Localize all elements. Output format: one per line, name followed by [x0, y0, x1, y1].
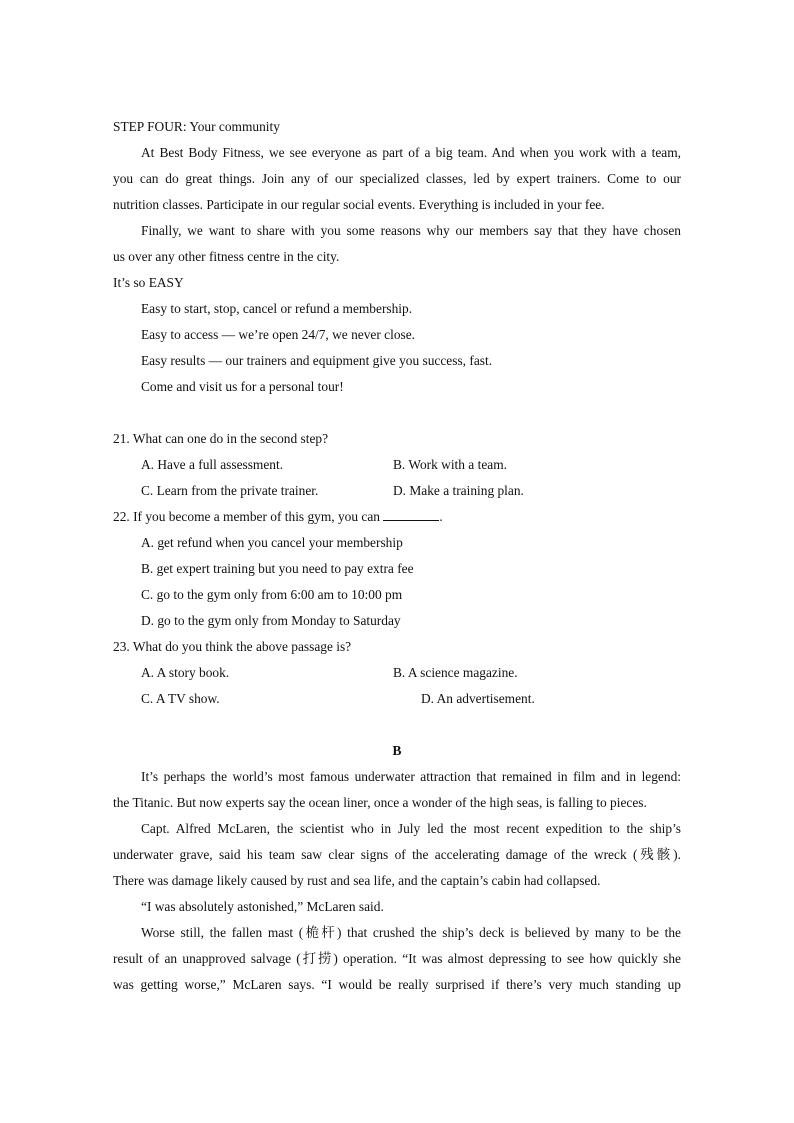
- option-c: C. A TV show.: [141, 691, 220, 706]
- text-line: us over any other fitness centre in the city.: [113, 249, 340, 264]
- option-a: A. get refund when you cancel your membership: [141, 535, 403, 550]
- option-row: [113, 452, 681, 478]
- option-row: [113, 660, 681, 686]
- text-line: nutrition classes. Participate in our regular social events. Everything is included in your fee.: [113, 197, 605, 212]
- text-line: result of an unapproved salvage (打捞) operation. “It was almost depressing to see how quickly she: [113, 951, 681, 966]
- option-c: C. Learn from the private trainer.: [141, 483, 319, 498]
- option-b: B. get expert training but you need to pay extra fee: [141, 561, 414, 576]
- question-stem: [113, 504, 681, 530]
- step-four-paragraph-1: [113, 140, 681, 218]
- text-line: At Best Body Fitness, we see everyone as part of a big team. And when you work with a team,: [141, 145, 681, 160]
- section-b-paragraph-3: “I was absolutely astonished,” McLaren said.: [141, 899, 384, 914]
- text-line: Worse still, the fallen mast (桅杆) that crushed the ship’s deck is believed by many to be the: [141, 925, 681, 940]
- option-c: C. go to the gym only from 6:00 am to 10:00 pm: [141, 587, 403, 602]
- option-row: [113, 686, 681, 712]
- text-line: It’s perhaps the world’s most famous underwater attraction that remained in film and in legend:: [141, 769, 681, 784]
- section-b-label: B: [392, 743, 402, 758]
- option-b: B. Work with a team.: [393, 457, 507, 472]
- option-a: A. A story book.: [141, 665, 230, 680]
- document-page: [113, 114, 681, 998]
- option-d: D. Make a training plan.: [393, 483, 524, 498]
- question-22: [113, 504, 681, 634]
- option-d: D. go to the gym only from Monday to Saturday: [141, 613, 401, 628]
- section-b-paragraph-4: [113, 920, 681, 998]
- easy-item: Easy to access — we’re open 24/7, we never close.: [141, 327, 416, 342]
- text-line: you can do great things. Join any of our specialized classes, led by expert trainers. Come to our: [113, 171, 681, 186]
- question-21: [113, 426, 681, 504]
- text-line: underwater grave, said his team saw clear signs of the accelerating damage of the wreck (残骸).: [113, 847, 681, 862]
- spacer: [113, 712, 681, 738]
- option-d: D. An advertisement.: [421, 691, 535, 706]
- text-line: There was damage likely caused by rust and sea life, and the captain’s cabin had collapsed.: [113, 873, 601, 888]
- question-stem: 21. What can one do in the second step?: [113, 431, 329, 446]
- option-row: [113, 478, 681, 504]
- question-stem-text: 22. If you become a member of this gym, you can: [113, 509, 380, 524]
- section-b-paragraph-2: [113, 816, 681, 894]
- question-23: [113, 634, 681, 712]
- text-line: the Titanic. But now experts say the ocean liner, once a wonder of the high seas, is falling to pieces.: [113, 795, 647, 810]
- question-stem: 23. What do you think the above passage is?: [113, 639, 352, 654]
- text-line: Capt. Alfred McLaren, the scientist who in July led the most recent expedition to the ship’s: [141, 821, 681, 836]
- text-line: was getting worse,” McLaren says. “I would be really surprised if there’s very much standing up: [113, 977, 681, 992]
- question-stem-end: .: [439, 509, 443, 524]
- easy-item: Easy results — our trainers and equipment give you success, fast.: [141, 353, 493, 368]
- option-b: B. A science magazine.: [393, 665, 518, 680]
- step-four-heading: STEP FOUR: Your community: [113, 119, 280, 134]
- easy-item: Come and visit us for a personal tour!: [141, 379, 344, 394]
- answer-blank: [383, 508, 439, 521]
- step-four-paragraph-2: [113, 218, 681, 270]
- option-a: A. Have a full assessment.: [141, 457, 284, 472]
- easy-heading: It’s so EASY: [113, 275, 184, 290]
- easy-list: [113, 296, 681, 400]
- section-b-paragraph-1: [113, 764, 681, 816]
- text-line: Finally, we want to share with you some reasons why our members say that they have chosen: [141, 223, 681, 238]
- easy-item: Easy to start, stop, cancel or refund a membership.: [141, 301, 413, 316]
- spacer: [113, 400, 681, 426]
